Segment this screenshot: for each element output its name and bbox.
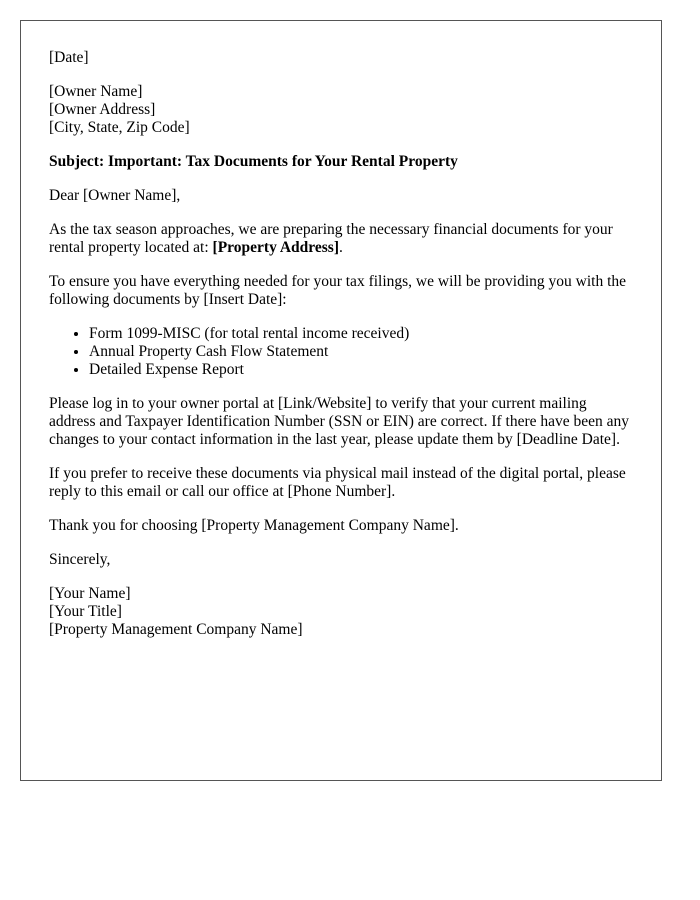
documents-list xyxy=(49,325,637,379)
documents-intro-paragraph: To ensure you have everything needed for your tax filings, we will be providing you with the following documents by [Insert Date]: xyxy=(49,273,627,308)
letter-subject: Subject: Important: Tax Documents for Your Rental Property xyxy=(49,153,458,170)
letter-date: [Date] xyxy=(49,49,89,66)
portal-paragraph: Please log in to your owner portal at [Link/Website] to verify that your current mailing address and Taxpayer Identification Number (SSN or EIN) are correct. If there have been any changes to your contact information in the last year, please update them by [Deadline Date]. xyxy=(49,395,630,448)
signature-name: [Your Name] xyxy=(49,585,131,602)
intro-text: As the tax season approaches, we are preparing the necessary financial documents for your rental property located at: xyxy=(49,221,613,256)
recipient-address-block xyxy=(49,83,637,137)
signature-company: [Property Management Company Name] xyxy=(49,621,303,638)
mail-paragraph: If you prefer to receive these documents via physical mail instead of the digital portal, please reply to this email or call our office at [Phone Number]. xyxy=(49,465,626,500)
salutation: Dear [Owner Name], xyxy=(49,187,181,204)
closing: Sincerely, xyxy=(49,551,111,568)
list-item: • Annual Property Cash Flow Statement xyxy=(89,343,637,361)
recipient-city-state-zip: [City, State, Zip Code] xyxy=(49,119,190,136)
signature-block xyxy=(49,585,637,639)
intro-end: . xyxy=(338,239,343,256)
intro-paragraph xyxy=(49,221,637,257)
thank-you-paragraph: Thank you for choosing [Property Management Company Name]. xyxy=(49,517,459,534)
letter-page xyxy=(20,20,662,781)
list-item: • Detailed Expense Report xyxy=(89,361,637,379)
property-address: [Property Address] xyxy=(212,239,339,256)
signature-title: [Your Title] xyxy=(49,603,122,620)
recipient-address: [Owner Address] xyxy=(49,101,156,118)
list-item: • Form 1099-MISC (for total rental income received) xyxy=(89,325,637,343)
recipient-name: [Owner Name] xyxy=(49,83,143,100)
